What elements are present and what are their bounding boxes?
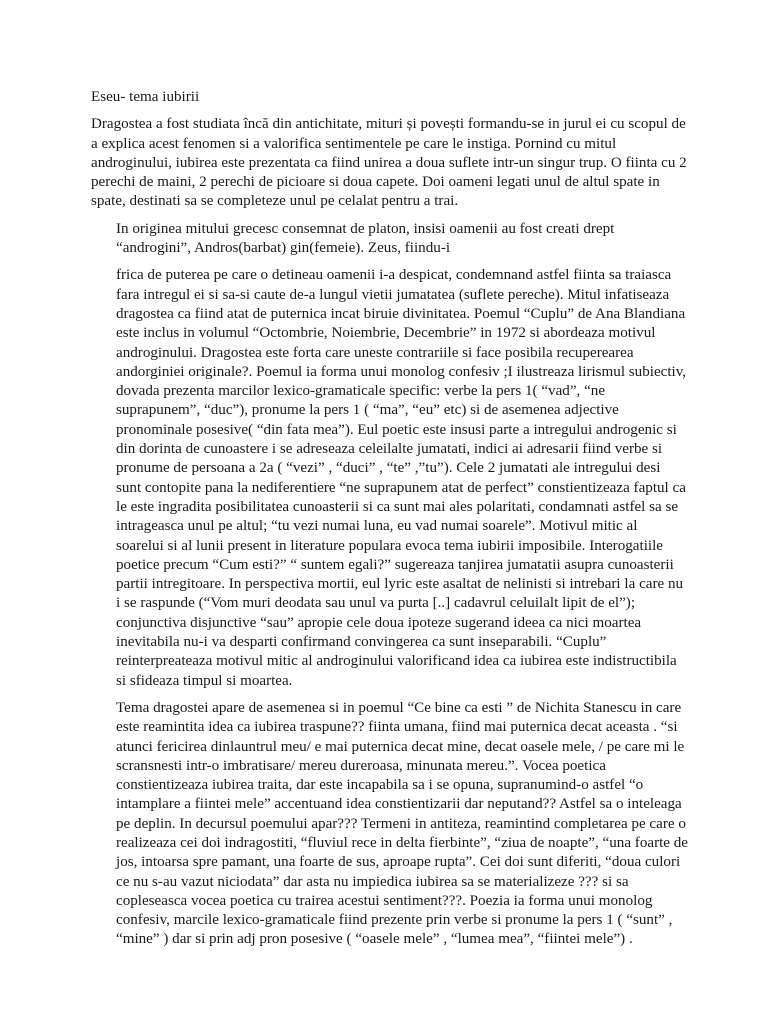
- essay-title: Eseu- tema iubirii: [91, 89, 200, 105]
- paragraph-myth-origin: In originea mitului grecesc consemnat de platon, insisi oamenii au fost creati drept “androgini”, Andros(barbat) gin(femeie). Zeus, fiindu-i: [116, 220, 615, 257]
- paragraph-cuplu-analysis: frica de puterea pe care o detineau oamenii i-a despicat, condemnand astfel fiinta sa traiasca fara intregul ei si sa-si caute de-a lungul vietii jumatatea (suflete pereche). Mitul infatiseaza dragostea ca fiind atat de puternica incat biruie divinitatea. Poemul “Cuplu” de Ana Blandiana este inclus in volumul “Octombrie, Noiembrie, Decembrie” in 1972 si abordeaza motivul androginului. Dragostea este forta care uneste contrariile si face posibila recuperearea andorginiei originale?. Poemul ia forma unui monolog confesiv ;I ilustreaza lirismul subiectiv, dovada prezenta marcilor lexico-gramaticale specific: verbe la pers 1( “vad”, “ne suprapunem”, “duc”), pronume la pers 1 ( “ma”, “eu” etc) si de asemenea adjective pronominale posesive( “din fata mea”). Eul poetic este insusi parte a intregului androgenic si din dorinta de cunoastere i se adreseaza celeilalte jumatati, indici ai adresarii fiind verbe si pronume de persoana a 2a ( “vezi” , “duci” , “te” ,”tu”). Cele 2 jumatati ale intregului desi sunt contopite pana la nediferentiere “ne suprapunem atat de perfect” constientizeaza faptul ca le este ingradita posibilitatea cunoasterii si ca sunt mai ales polaritati, condamnati astfel sa se intrageasca unul pe altul; “tu vezi numai luna, eu vad numai soarele”. Motivul mitic al soarelui si al lunii present in literature populara evoca tema iubirii imposibile. Interogatiile poetice precum “Cum esti?” “ suntem egali?” sugereaza tanjirea jumatatii asupra cunoasterii partii intregitoare. In perspectiva mortii, eul lyric este asaltat de nelinisti si intrebari la care nu i se raspunde (“Vom muri deodata sau unul va purta [..] cadavrul celuilalt lipit de el”); conjunctiva disjunctive “sau” apropie cele doua ipoteze sugerand ideea ca nici moartea inevitabila nu-i va desparti confirmand convingerea ca sunt inseparabili. “Cuplu” reinterpreateaza motivul mitic al androginului valorificand idea ca iubirea este indistructibila si sfideaza timpul si moartea.: [116, 267, 687, 689]
- paragraph-stanescu-analysis: Tema dragostei apare de asemenea si in poemul “Ce bine ca esti ” de Nichita Stanescu in care este reamintita idea ca iubirea traspune?? fiinta umana, fiind mai puternica decat aceasta . “si atunci fericirea dinlauntrul meu/ e mai puternica decat mine, decat oasele mele, / pe care mi le scransnesti intr-o imbratisare/ mereu dureroasa, minunata mereu.”. Vocea poetica constientizeaza iubirea traita, dar este incapabila sa i se opuna, supranumind-o astfel “o intamplare a fiintei mele” accentuand idea constientizarii dar neputand?? Astfel sa o inteleaga pe deplin. In decursul poemului apar??? Termeni in antiteza, reamintind completarea pe care o realizeaza cei doi indragostiti, “fluviul rece in delta fierbinte”, “ziua de noapte”, “una foarte de jos, intoarsa spre pamant, una foarte de sus, aproape rupta”. Cei doi sunt diferiti, “doua culori ce nu s-au vazut niciodata” dar asta nu impiedica iubirea sa se materializeze ??? si sa copleseasca vocea poetica cu trairea acestui sentiment???. Poezia ia forma unui monolog confesiv, marcile lexico-gramaticale fiind prezente prin verbe si pronume la pers 1 ( “sunt” , “mine” ) dar si prin adj pron posesive ( “oasele mele” , “lumea mea”, “fiintei mele”) .: [116, 699, 689, 948]
- document-page: [91, 88, 688, 958]
- paragraph-intro: Dragostea a fost studiata încă din antichitate, mituri și povești formandu-se in jurul ei cu scopul de a explica acest fenomen si a valorifica sentimentele pe care le instiga. Pornind cu mitul androginului, iubirea este prezentata ca fiind unirea a doua suflete intr-un singur trup. O fiinta cu 2 perechi de maini, 2 perechi de picioare si doua capete. Doi oameni legati unul de altul spate in spate, destinati sa se completeze unul pe celalat pentru a trai.: [91, 116, 687, 210]
